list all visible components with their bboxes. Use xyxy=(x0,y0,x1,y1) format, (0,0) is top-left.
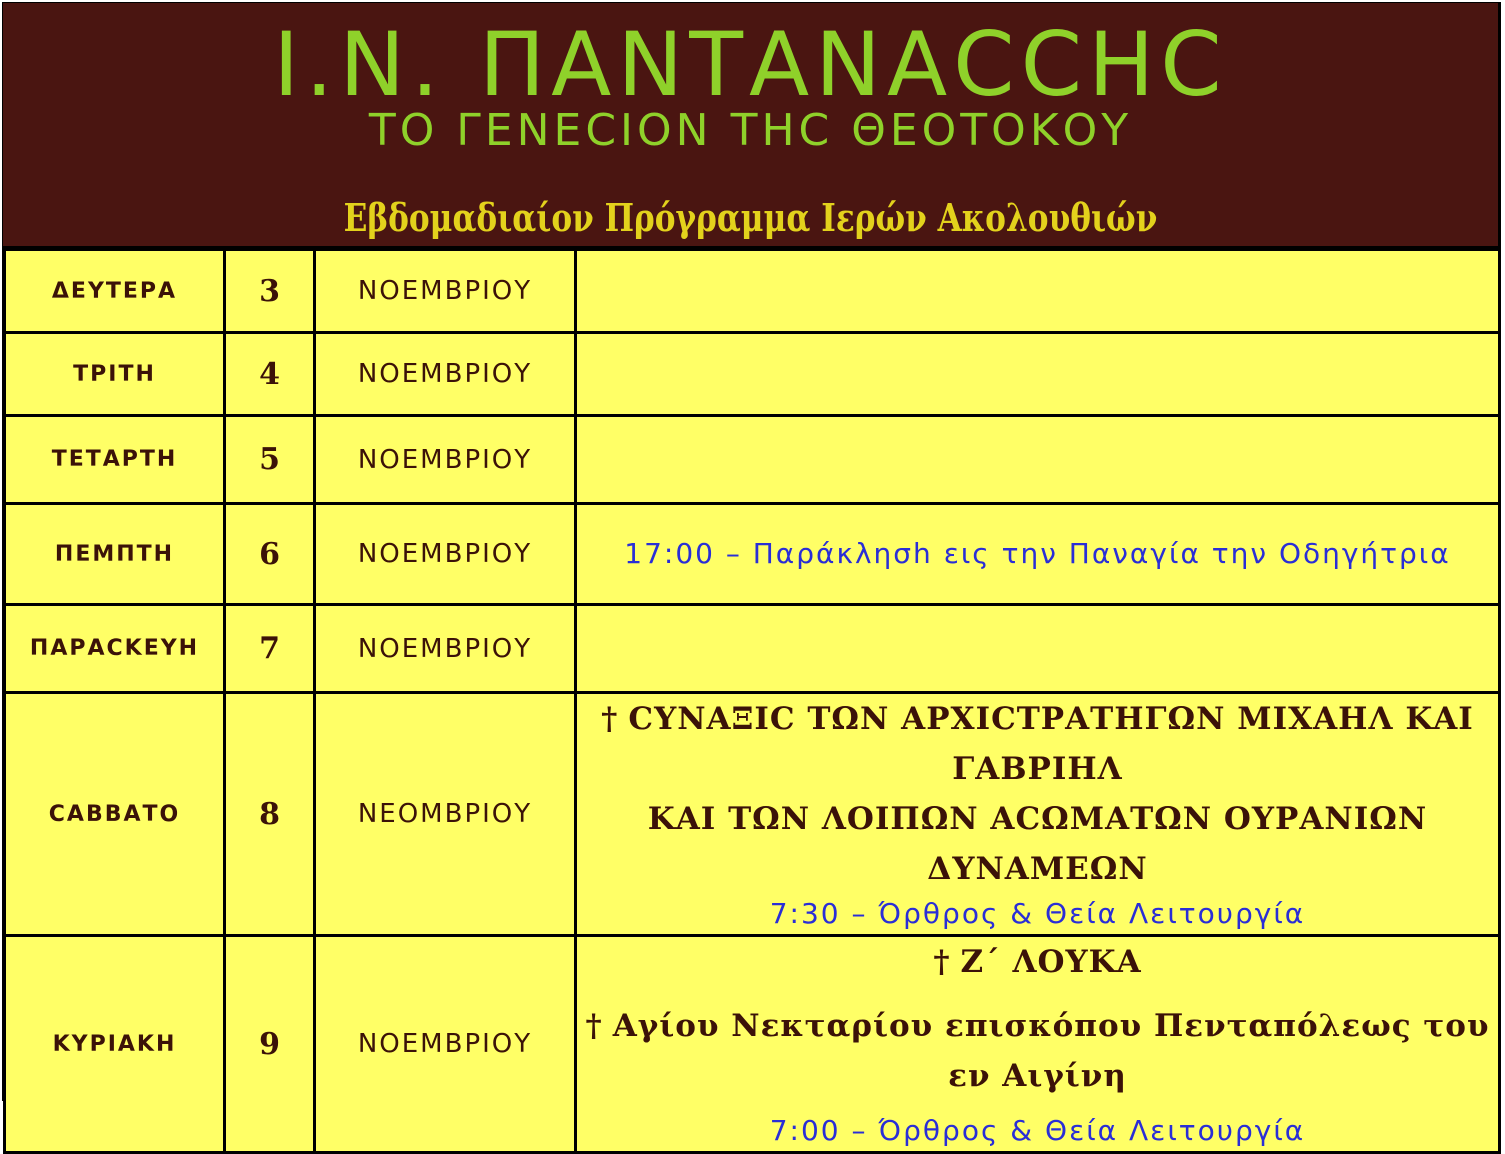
service-cell xyxy=(576,504,1500,605)
month-cell: ΝΟΕΜΒΡΙΟΥ xyxy=(315,250,576,333)
month-cell: ΝΕΟΜΒΡΙΟΥ xyxy=(315,693,576,936)
feast-subtitle-line: ΚΑΙ ΤΩΝ ΛΟΙΠΩΝ ΑCΩΜΑΤΩΝ ΟΥΡΑΝΙΩΝ ΔΥΝΑΜΕΩΝ xyxy=(647,801,1428,887)
day-cell: ΤΕΤΑΡΤΗ xyxy=(5,416,225,504)
day-cell: ΠΑΡΑCΚΕΥΗ xyxy=(5,605,225,693)
header-banner xyxy=(3,3,1498,246)
table-row xyxy=(5,333,1500,416)
feast-title-text: Ζ΄ ΛΟΥΚΑ xyxy=(960,944,1142,980)
service-cell xyxy=(576,605,1500,693)
table-row xyxy=(5,693,1500,936)
day-cell: ΤΡΙΤΗ xyxy=(5,333,225,416)
day-cell: ΔΕΥΤΕΡΑ xyxy=(5,250,225,333)
day-cell: CΑΒΒΑΤΟ xyxy=(5,693,225,936)
weekly-program-heading: Εβδομαδιαίον Πρόγραμμα Ιερών Ακολουθιών xyxy=(343,195,1158,240)
month-cell: ΝΟΕΜΒΡΙΟΥ xyxy=(315,333,576,416)
table-row xyxy=(5,416,1500,504)
service-cell xyxy=(576,936,1500,1153)
date-cell: 8 xyxy=(225,693,315,936)
table-row xyxy=(5,936,1500,1153)
table-row xyxy=(5,504,1500,605)
service-cell xyxy=(576,416,1500,504)
table-row xyxy=(5,250,1500,333)
date-cell: 5 xyxy=(225,416,315,504)
date-cell: 6 xyxy=(225,504,315,605)
service-cell xyxy=(576,693,1500,936)
feast-title-line xyxy=(577,937,1498,987)
month-cell: ΝΟΕΜΒΡΙΟΥ xyxy=(315,504,576,605)
service-cell xyxy=(576,250,1500,333)
date-cell: 3 xyxy=(225,250,315,333)
saint-line xyxy=(577,1001,1498,1101)
table-row xyxy=(5,605,1500,693)
date-cell: 7 xyxy=(225,605,315,693)
month-cell: ΝΟΕΜΒΡΙΟΥ xyxy=(315,416,576,504)
service-cell xyxy=(576,333,1500,416)
month-cell: ΝΟΕΜΒΡΙΟΥ xyxy=(315,605,576,693)
saint-text: Αγίου Νεκταρίου επισκόπου Πενταπόλεως του εν Αιγίνη xyxy=(612,1008,1490,1094)
schedule-table xyxy=(3,248,1501,1154)
cross-icon: † xyxy=(585,1008,603,1044)
cross-icon: † xyxy=(601,701,619,737)
cross-icon: † xyxy=(933,944,951,980)
service-time-line: 17:00 – Παράκλησh εις την Παναγία την Οδηγήτρια xyxy=(624,537,1451,570)
service-time-line: 7:00 – Όρθρος & Θεία Λειτουργία xyxy=(769,1114,1306,1147)
feast-title-text: CΥΝΑΞΙC ΤΩΝ ΑΡΧΙCΤΡΑΤΗΓΩΝ ΜΙΧΑΗΛ ΚΑΙ ΓΑΒΡΙΗΛ xyxy=(628,701,1474,787)
service-time-line: 7:30 – Όρθρος & Θεία Λειτουργία xyxy=(769,897,1306,930)
day-cell: ΠΕΜΠΤΗ xyxy=(5,504,225,605)
church-title: Ι.Ν. ΠΑΝΤΑΝΑCCΗC xyxy=(273,13,1228,116)
day-cell: ΚΥΡΙΑΚΗ xyxy=(5,936,225,1153)
date-cell: 4 xyxy=(225,333,315,416)
church-subtitle: ΤΟ ΓΕΝΕCΙΟΝ ΤΗC ΘΕΟΤΟΚΟΥ xyxy=(368,105,1133,156)
feast-title-line xyxy=(577,694,1498,794)
date-cell: 9 xyxy=(225,936,315,1153)
month-cell: ΝΟΕΜΒΡΙΟΥ xyxy=(315,936,576,1153)
